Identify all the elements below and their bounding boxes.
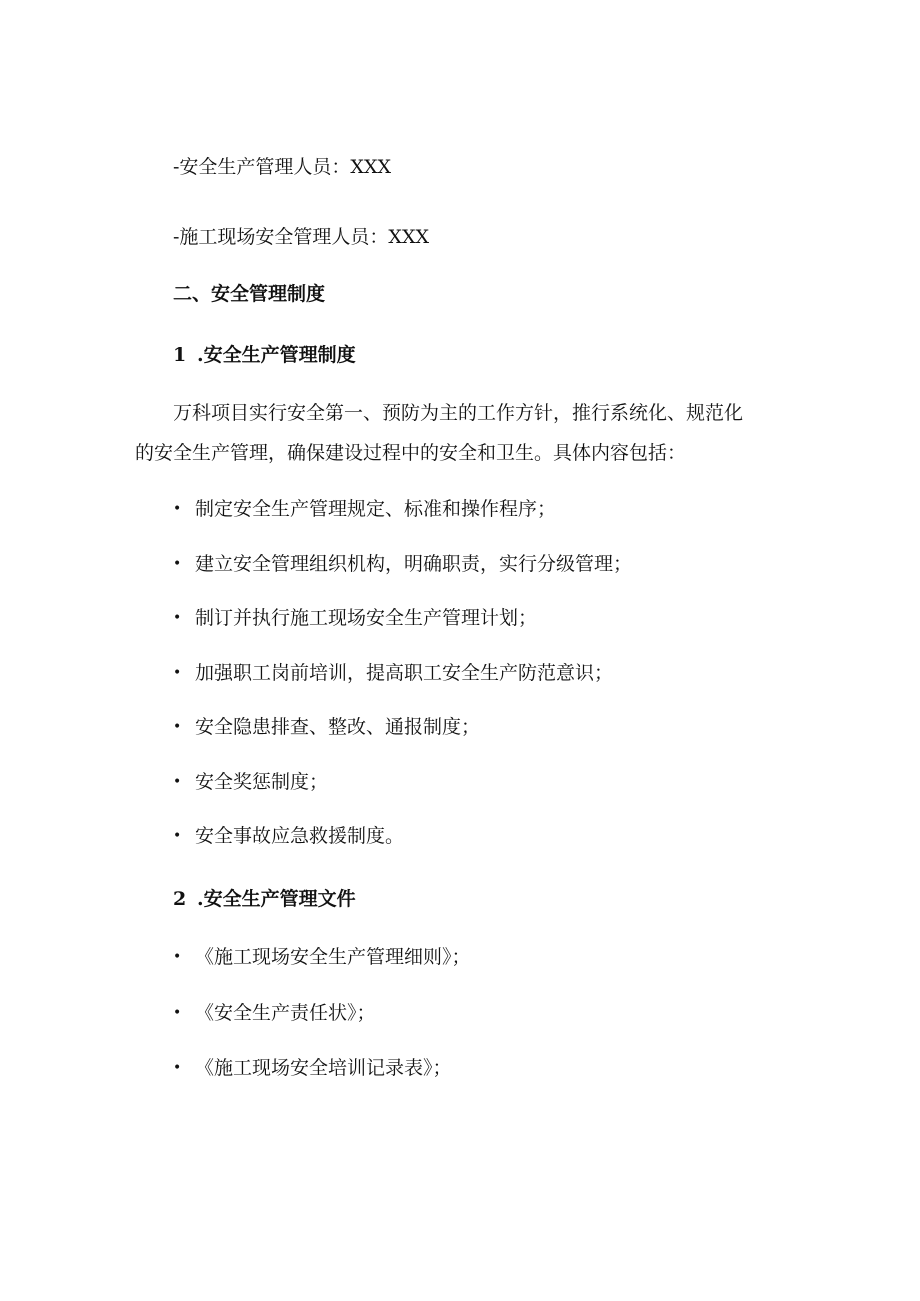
- personnel-line-site-safety-manager: -施工现场安全管理人员：XXX: [173, 226, 429, 248]
- list-item-text: 加强职工岗前培训，提高职工安全生产防范意识；: [195, 662, 614, 684]
- list-item-text: 制订并执行施工现场安全生产管理计划；: [195, 607, 538, 629]
- list-item: [173, 944, 471, 970]
- list-item: [173, 605, 537, 631]
- list-item: [173, 660, 613, 686]
- list-item: [173, 551, 632, 577]
- list-item-text: 《施工现场安全培训记录表》；: [195, 1057, 452, 1079]
- subsection2-heading: [173, 886, 356, 912]
- bullet-icon: •: [173, 610, 182, 626]
- bullet-icon: •: [173, 556, 182, 572]
- subsection1-title: .安全生产管理制度: [197, 344, 356, 366]
- subsection1-heading: [173, 342, 356, 368]
- list-item-text: 安全奖惩制度；: [195, 771, 329, 793]
- subsection2-title: .安全生产管理文件: [197, 888, 356, 910]
- list-item-text: 《施工现场安全生产管理细则》；: [195, 946, 471, 968]
- list-item: [173, 823, 404, 849]
- list-item-text: 安全隐患排查、整改、通报制度；: [195, 716, 481, 738]
- bullet-icon: •: [173, 665, 182, 681]
- list-item-text: 制定安全生产管理规定、标准和操作程序；: [195, 498, 557, 520]
- list-item: [173, 1000, 376, 1026]
- paragraph-line-2: 的安全生产管理，确保建设过程中的安全和卫生。具体内容包括：: [135, 442, 687, 464]
- list-item: [173, 714, 480, 740]
- section-title: 二、安全管理制度: [173, 283, 326, 305]
- subsection1-number: 1: [173, 344, 187, 366]
- list-item-text: 安全事故应急救援制度。: [195, 825, 405, 847]
- personnel-line-safety-manager: -安全生产管理人员：XXX: [173, 156, 391, 178]
- list-item: [173, 769, 328, 795]
- subsection2-number: 2: [173, 888, 187, 910]
- list-item: [173, 496, 556, 522]
- list-item-text: 建立安全管理组织机构，明确职责，实行分级管理；: [195, 553, 633, 575]
- bullet-icon: •: [173, 1060, 182, 1076]
- bullet-icon: •: [173, 774, 182, 790]
- list-item: [173, 1055, 452, 1081]
- bullet-icon: •: [173, 1005, 182, 1021]
- list-item-text: 《安全生产责任状》；: [195, 1002, 376, 1024]
- paragraph-line-1: 万科项目实行安全第一、预防为主的工作方针，推行系统化、规范化: [173, 402, 744, 424]
- bullet-icon: •: [173, 719, 182, 735]
- bullet-icon: •: [173, 949, 182, 965]
- bullet-icon: •: [173, 828, 182, 844]
- bullet-icon: •: [173, 501, 182, 517]
